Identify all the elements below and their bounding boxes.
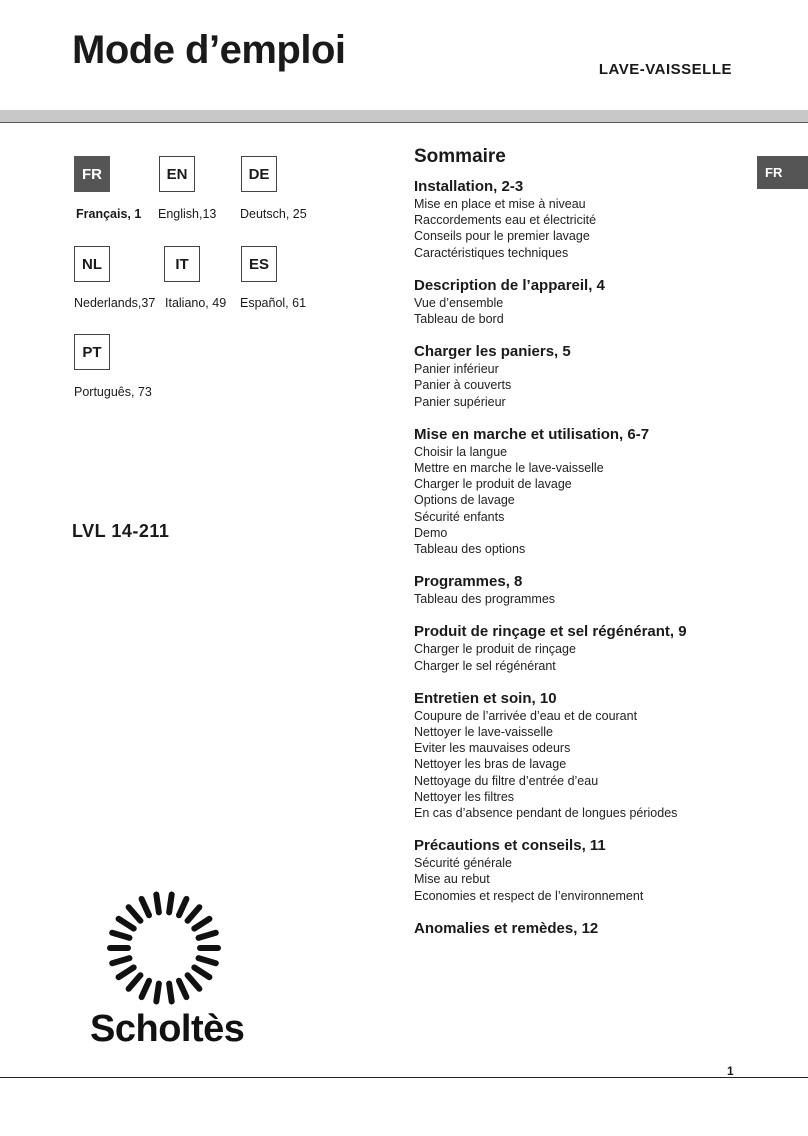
lang-box-de[interactable]: DE	[241, 156, 277, 192]
toc-section	[414, 277, 744, 327]
sun-ray	[112, 933, 129, 938]
lang-label-fr: Français, 1	[76, 207, 142, 221]
toc-section-heading[interactable]: Mise en marche et utilisation, 6-7	[414, 425, 650, 443]
sun-ray	[194, 919, 209, 929]
page-number: 1	[727, 1064, 734, 1078]
toc-section-heading[interactable]: Programmes, 8	[414, 573, 523, 591]
sun-ray	[156, 895, 159, 913]
lang-box-en[interactable]: EN	[159, 156, 195, 192]
toc-item[interactable]: Eviter les mauvaises odeurs	[414, 741, 571, 756]
brand-logo-text: Scholtès	[90, 1008, 245, 1050]
toc-item[interactable]: Sécurité enfants	[414, 509, 505, 524]
sun-ray	[129, 975, 141, 989]
toc-item[interactable]: Panier supérieur	[414, 394, 506, 409]
toc-item[interactable]: Nettoyer le lave-vaisselle	[414, 725, 553, 740]
toc-item[interactable]: Nettoyer les filtres	[414, 789, 515, 804]
toc-section-heading[interactable]: Précautions et conseils, 11	[414, 837, 606, 855]
lang-box-it[interactable]: IT	[164, 246, 200, 282]
sun-ray	[199, 958, 216, 963]
toc-item[interactable]: Mise en place et mise à niveau	[414, 197, 586, 211]
toc-item[interactable]: Conseils pour le premier lavage	[414, 229, 590, 244]
sun-ray	[112, 958, 129, 963]
lang-label-en: English,13	[158, 207, 217, 221]
toc-item[interactable]: Vue d’ensemble	[414, 295, 504, 310]
sun-ray	[194, 967, 209, 977]
lang-label-es: Español, 61	[240, 296, 307, 310]
toc-item[interactable]: Caractéristiques techniques	[414, 245, 569, 260]
toc-section	[414, 426, 744, 557]
sun-ray	[156, 984, 159, 1002]
toc-item[interactable]: Demo	[414, 525, 448, 540]
toc-item[interactable]: Charger le sel régénérant	[414, 658, 556, 673]
lang-box-nl[interactable]: NL	[74, 246, 110, 282]
toc-item[interactable]: Mettre en marche le lave-vaisselle	[414, 461, 604, 476]
sun-ray	[188, 975, 200, 989]
toc-section	[414, 623, 744, 673]
toc-item[interactable]: Charger le produit de rinçage	[414, 642, 576, 657]
lang-label-de: Deutsch, 25	[240, 207, 307, 221]
toc-section	[414, 178, 744, 261]
toc-section	[414, 573, 744, 607]
toc-section	[414, 837, 744, 904]
language-side-tab: FR	[757, 156, 808, 189]
sun-ray	[119, 919, 134, 929]
toc-item[interactable]: Coupure de l’arrivée d’eau et de courant	[414, 708, 638, 723]
toc-section-heading[interactable]: Charger les paniers, 5	[414, 343, 571, 361]
toc-section	[414, 343, 744, 410]
toc-section-heading[interactable]: Installation, 2-3	[414, 178, 524, 195]
sun-ray	[142, 981, 149, 997]
product-category: LAVE-VAISSELLE	[598, 61, 732, 78]
sun-ray	[119, 967, 134, 977]
lang-box-fr[interactable]: FR	[74, 156, 110, 192]
footer-rule	[0, 1077, 808, 1078]
sun-ray	[179, 981, 186, 997]
toc-item[interactable]: Charger le produit de lavage	[414, 477, 572, 492]
sun-ray	[169, 895, 172, 913]
toc-section-heading[interactable]: Entretien et soin, 10	[414, 689, 557, 707]
sun-ray	[179, 899, 186, 915]
header-band	[0, 110, 808, 123]
toc-item[interactable]: Economies et respect de l’environnement	[414, 888, 644, 903]
sun-ray	[199, 933, 216, 938]
toc-section	[414, 920, 744, 938]
sun-ray	[129, 907, 141, 921]
toc-item[interactable]: Panier à couverts	[414, 378, 512, 393]
sun-ray	[188, 907, 200, 921]
toc-item[interactable]: En cas d’absence pendant de longues périodes	[414, 806, 678, 821]
toc-section	[414, 690, 744, 821]
lang-box-es[interactable]: ES	[241, 246, 277, 282]
toc-item[interactable]: Raccordements eau et électricité	[414, 213, 597, 228]
lang-label-nl: Nederlands,37	[74, 296, 156, 310]
toc-section-heading[interactable]: Anomalies et remèdes, 12	[414, 919, 599, 937]
toc-item[interactable]: Tableau des options	[414, 542, 526, 557]
page-title: Mode d’emploi	[72, 28, 346, 72]
brand-sun-logo-icon	[104, 888, 224, 1008]
model-number: LVL 14-211	[72, 521, 170, 541]
lang-box-pt[interactable]: PT	[74, 334, 110, 370]
toc-item[interactable]: Tableau des programmes	[414, 592, 556, 607]
toc-item[interactable]: Tableau de bord	[414, 312, 504, 327]
contents-title: Sommaire	[414, 146, 506, 167]
toc-item[interactable]: Options de lavage	[414, 493, 515, 508]
table-of-contents	[414, 146, 744, 954]
toc-section-heading[interactable]: Produit de rinçage et sel régénérant, 9	[414, 623, 687, 641]
toc-item[interactable]: Sécurité générale	[414, 856, 512, 871]
toc-item[interactable]: Mise au rebut	[414, 872, 490, 887]
sun-ray	[142, 899, 149, 915]
toc-item[interactable]: Nettoyage du filtre d’entrée d’eau	[414, 773, 599, 788]
lang-label-pt: Português, 73	[74, 385, 152, 399]
lang-label-it: Italiano, 49	[165, 296, 227, 310]
toc-section-heading[interactable]: Description de l’appareil, 4	[414, 276, 605, 294]
toc-item[interactable]: Nettoyer les bras de lavage	[414, 757, 567, 772]
sun-ray	[169, 984, 172, 1002]
toc-item[interactable]: Choisir la langue	[414, 444, 508, 459]
contents-sections	[414, 178, 744, 938]
toc-item[interactable]: Panier inférieur	[414, 362, 499, 377]
